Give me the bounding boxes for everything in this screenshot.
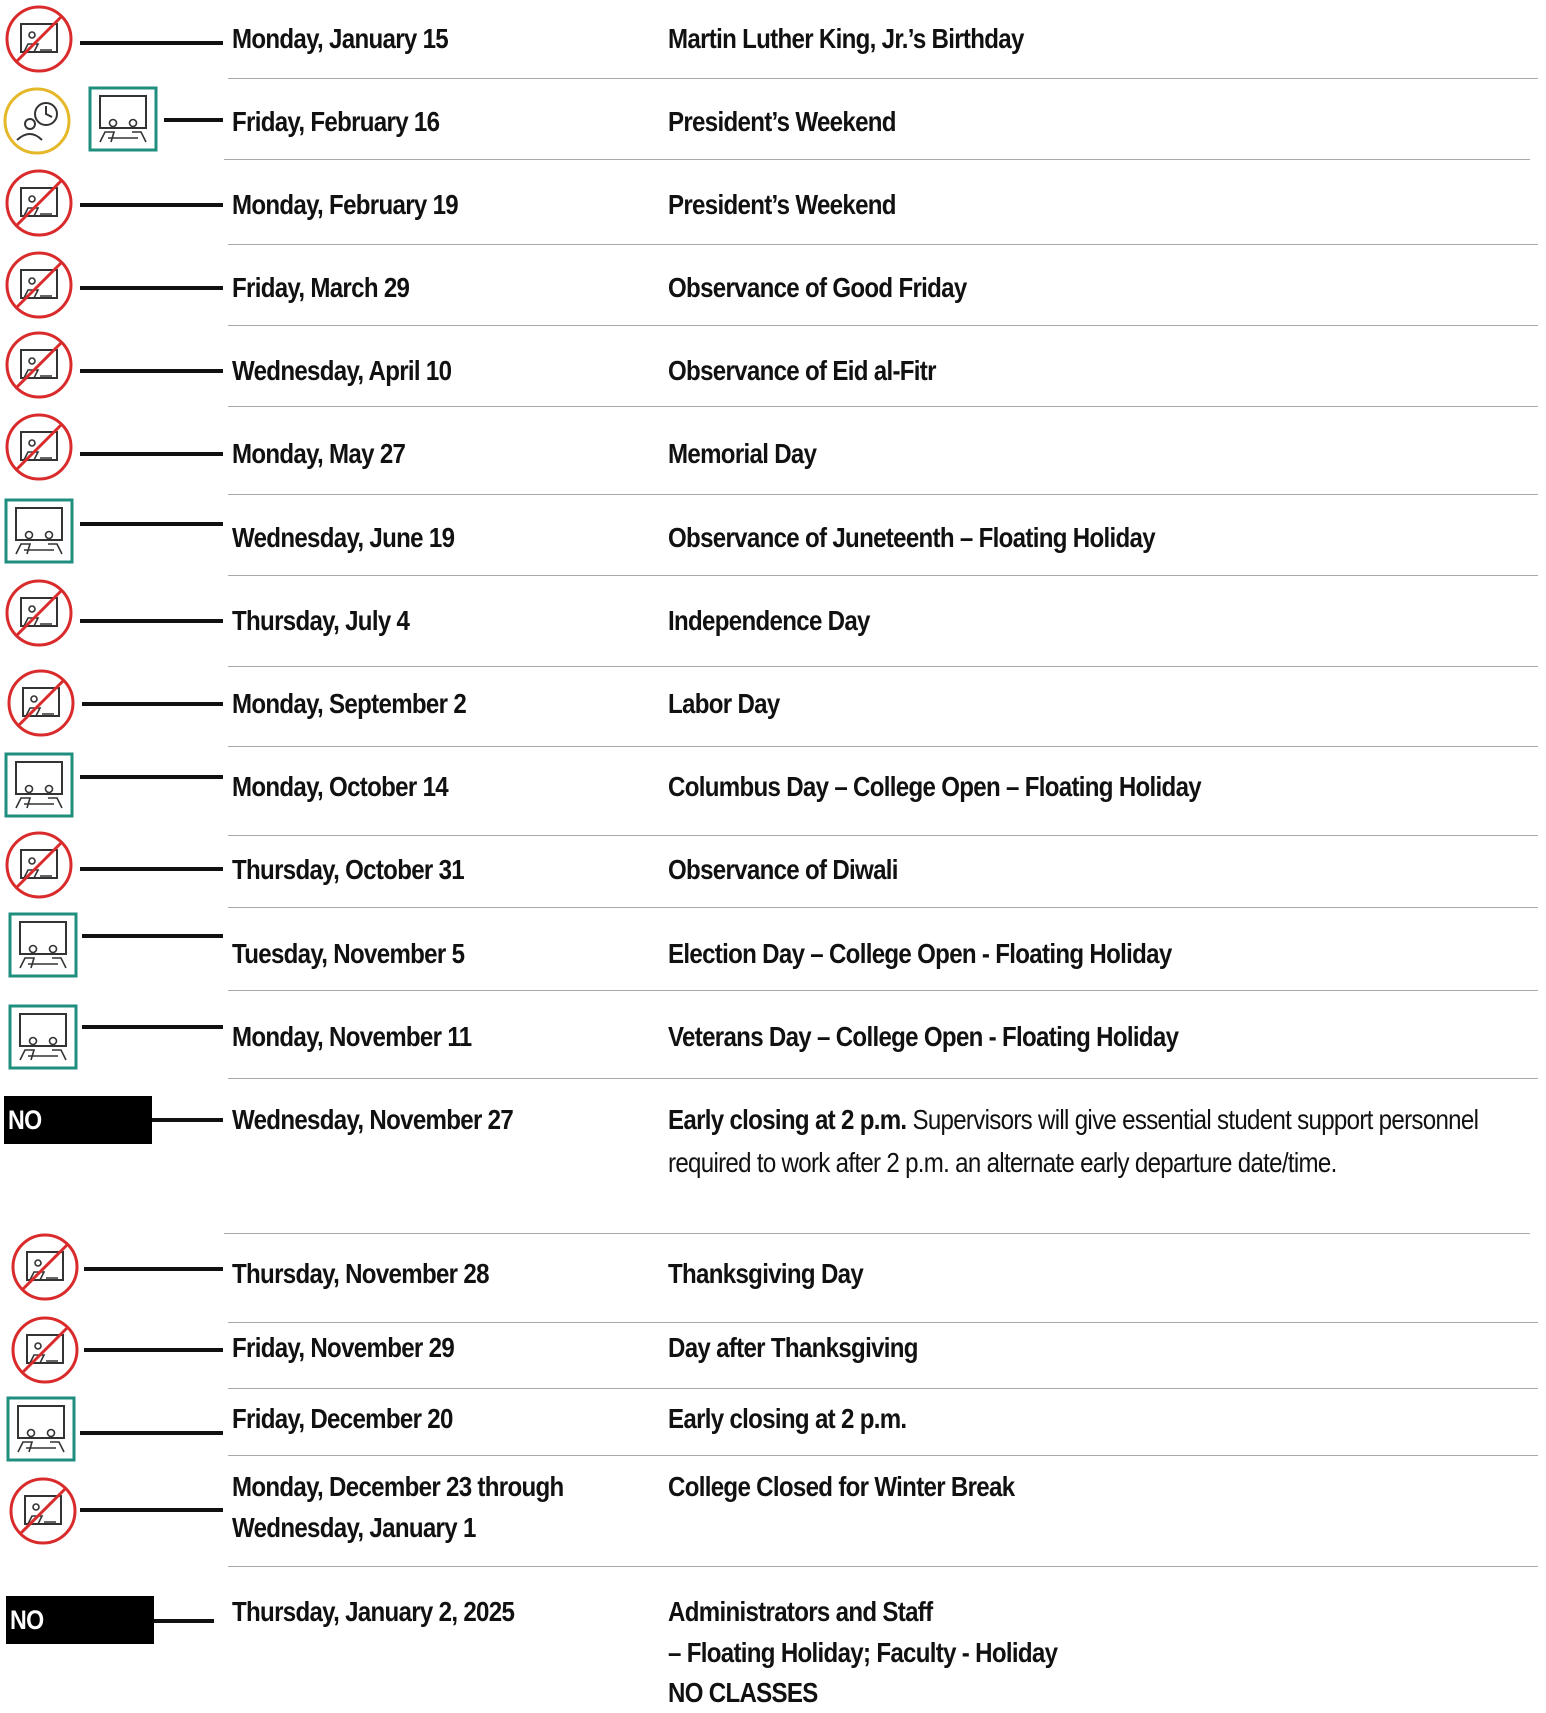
holiday-description: Columbus Day – College Open – Floating Holiday [668, 771, 1201, 802]
row-divider [224, 159, 1530, 160]
row-divider [228, 1388, 1538, 1389]
holiday-date: Wednesday, November 27 [232, 1104, 514, 1135]
connector-line [84, 1348, 223, 1352]
holiday-description: Labor Day [668, 688, 780, 719]
holiday-date: Thursday, November 28 [232, 1258, 489, 1289]
row-divider [228, 78, 1538, 79]
row-divider [228, 1455, 1538, 1456]
connector-line [80, 41, 223, 45]
connector-line [82, 702, 223, 706]
connector-line [152, 1118, 223, 1122]
holiday-description: President’s Weekend [668, 106, 896, 137]
holiday-date: Friday, March 29 [232, 272, 410, 303]
holiday-date: Monday, January 15 [232, 23, 449, 54]
holiday-date: Friday, February 16 [232, 106, 440, 137]
connector-line [84, 1267, 223, 1271]
holiday-date: Monday, December 23 through [232, 1471, 564, 1502]
row-divider [228, 907, 1538, 908]
row-divider [224, 1233, 1530, 1234]
holiday-date: Monday, October 14 [232, 771, 448, 802]
connector-line [80, 619, 223, 623]
holiday-description: Independence Day [668, 605, 870, 636]
college-open-icon [4, 498, 74, 568]
staff-holiday-icon [2, 86, 72, 156]
connector-line [80, 775, 223, 779]
no-classes-badge: NO CLASSES [6, 1596, 154, 1644]
holiday-date: Thursday, July 4 [232, 605, 410, 636]
holiday-date: Tuesday, November 5 [232, 938, 465, 969]
connector-line [164, 118, 223, 122]
college-open-icon [4, 752, 74, 822]
holiday-date: Friday, December 20 [232, 1403, 453, 1434]
holiday-date: Thursday, October 31 [232, 854, 465, 885]
college-open-icon [6, 1396, 76, 1466]
college-closed-icon [4, 168, 74, 238]
college-closed-icon [10, 1232, 80, 1302]
row-divider [228, 990, 1538, 991]
row-divider [228, 1078, 1538, 1079]
holiday-date-line2: Wednesday, January 1 [232, 1512, 476, 1543]
row-divider [228, 835, 1538, 836]
connector-line [154, 1619, 214, 1623]
college-closed-icon [8, 1476, 78, 1546]
holiday-description: Veterans Day – College Open - Floating Holiday [668, 1021, 1179, 1052]
holiday-date: Monday, February 19 [232, 189, 459, 220]
holiday-description: Election Day – College Open - Floating Holiday [668, 938, 1172, 969]
holiday-date: Friday, November 29 [232, 1332, 455, 1363]
holiday-date: Monday, May 27 [232, 438, 406, 469]
holiday-description: Observance of Eid al-Fitr [668, 355, 936, 386]
connector-line [80, 1508, 223, 1512]
connector-line [80, 203, 223, 207]
holiday-description-line2: – Floating Holiday; Faculty - Holiday [668, 1637, 1058, 1668]
college-closed-icon [4, 330, 74, 400]
holiday-date: Wednesday, June 19 [232, 522, 455, 553]
college-closed-icon [4, 830, 74, 900]
connector-line [80, 867, 223, 871]
holiday-description: Early closing at 2 p.m. Supervisors will give essential student support personnel [668, 1104, 1479, 1135]
holiday-description: Observance of Diwali [668, 854, 898, 885]
row-divider [228, 1566, 1538, 1567]
holiday-description: Memorial Day [668, 438, 817, 469]
college-closed-icon [4, 4, 74, 74]
holiday-date: Monday, September 2 [232, 688, 467, 719]
holiday-description: Thanksgiving Day [668, 1258, 864, 1289]
holiday-date: Wednesday, April 10 [232, 355, 452, 386]
connector-line [80, 452, 223, 456]
holiday-description: Observance of Juneteenth – Floating Holiday [668, 522, 1155, 553]
row-divider [228, 1322, 1538, 1323]
holiday-date: Thursday, January 2, 2025 [232, 1596, 515, 1627]
college-closed-icon [4, 578, 74, 648]
row-divider [228, 325, 1538, 326]
holiday-description: Day after Thanksgiving [668, 1332, 918, 1363]
row-divider [228, 746, 1538, 747]
connector-line [80, 369, 223, 373]
connector-line [82, 1025, 223, 1029]
row-divider [228, 406, 1538, 407]
holiday-description: College Closed for Winter Break [668, 1471, 1015, 1502]
college-open-icon [8, 912, 78, 982]
row-divider [228, 666, 1538, 667]
holiday-date: Monday, November 11 [232, 1021, 472, 1052]
college-closed-icon [4, 250, 74, 320]
college-closed-icon [4, 412, 74, 482]
holiday-description-line3: NO CLASSES [668, 1677, 818, 1708]
holiday-description: Observance of Good Friday [668, 272, 967, 303]
holiday-description: President’s Weekend [668, 189, 896, 220]
holiday-description: Administrators and Staff [668, 1596, 933, 1627]
connector-line [80, 1431, 223, 1435]
no-classes-badge: NO CLASSES [4, 1096, 152, 1144]
college-open-icon [8, 1004, 78, 1074]
row-divider [228, 244, 1538, 245]
holiday-description-line2: required to work after 2 p.m. an alternate early departure date/time. [668, 1147, 1337, 1178]
holiday-description: Early closing at 2 p.m. [668, 1403, 907, 1434]
connector-line [80, 286, 223, 290]
connector-line [80, 522, 223, 526]
college-open-icon [88, 86, 158, 156]
college-closed-icon [10, 1315, 80, 1385]
college-closed-icon [6, 668, 76, 738]
connector-line [82, 934, 223, 938]
row-divider [228, 494, 1538, 495]
row-divider [228, 575, 1538, 576]
holiday-description: Martin Luther King, Jr.’s Birthday [668, 23, 1024, 54]
